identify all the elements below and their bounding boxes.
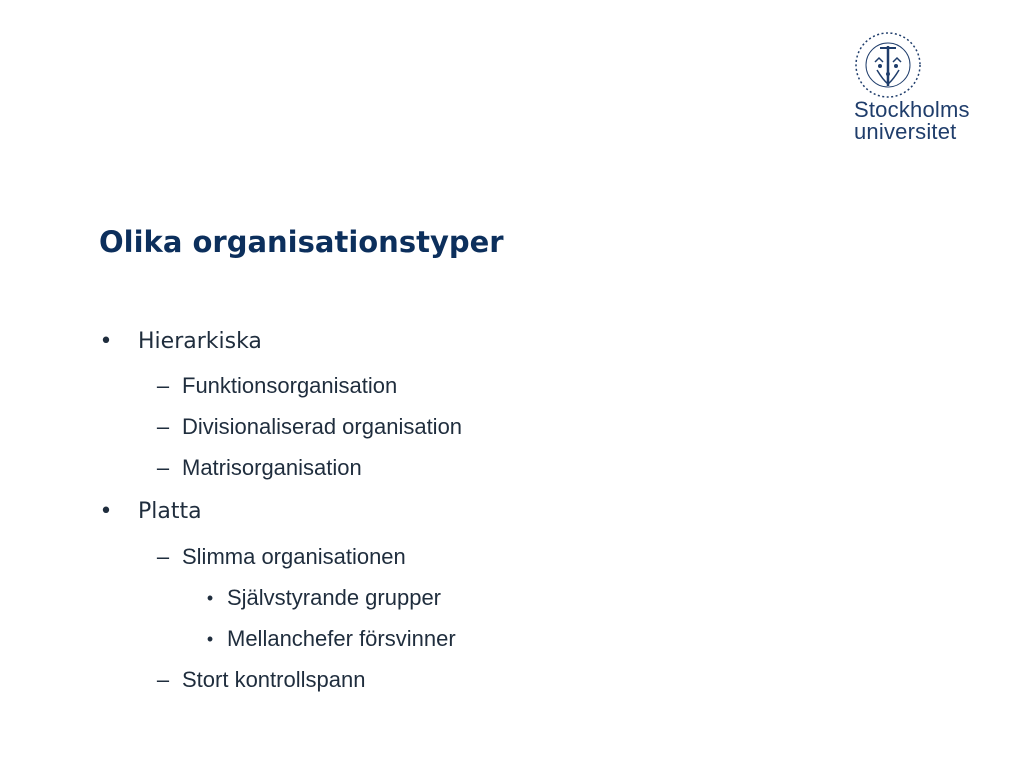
sub-bullet-text: Matrisorganisation — [182, 455, 362, 480]
university-seal-icon — [853, 30, 923, 100]
sub-bullet-item — [156, 372, 398, 400]
bullet-text: Platta — [138, 499, 202, 524]
dash-marker: – — [156, 455, 170, 480]
sub-sub-bullet-item — [206, 625, 456, 653]
bullet-item — [99, 328, 262, 356]
slide-title: Olika organisationstyper — [99, 225, 504, 259]
bullet-marker: • — [206, 588, 214, 608]
dash-marker: – — [156, 544, 170, 569]
sub-sub-bullet-text: Självstyrande grupper — [227, 585, 442, 610]
sub-bullet-item — [156, 543, 406, 571]
sub-bullet-item — [156, 454, 362, 482]
sub-bullet-item — [156, 413, 463, 441]
sub-bullet-item — [156, 666, 366, 694]
sub-bullet-text: Slimma organisationen — [182, 544, 406, 569]
bullet-marker: • — [206, 629, 214, 649]
dash-marker: – — [156, 373, 170, 398]
sub-sub-bullet-text: Mellanchefer försvinner — [227, 626, 456, 651]
dash-marker: – — [156, 667, 170, 692]
logo-text-line2: universitet — [854, 119, 957, 144]
bullet-marker: • — [99, 329, 113, 354]
sub-sub-bullet-item — [206, 584, 442, 612]
dash-marker: – — [156, 414, 170, 439]
sub-bullet-text: Divisionaliserad organisation — [182, 414, 463, 439]
sub-bullet-text: Funktionsorganisation — [182, 373, 398, 398]
bullet-marker: • — [99, 499, 113, 524]
bullet-item — [99, 498, 202, 526]
stockholm-university-logo — [850, 30, 1000, 142]
bullet-text: Hierarkiska — [138, 329, 262, 354]
logo-text-line1: Stockholms — [854, 97, 970, 122]
sub-bullet-text: Stort kontrollspann — [182, 667, 366, 692]
